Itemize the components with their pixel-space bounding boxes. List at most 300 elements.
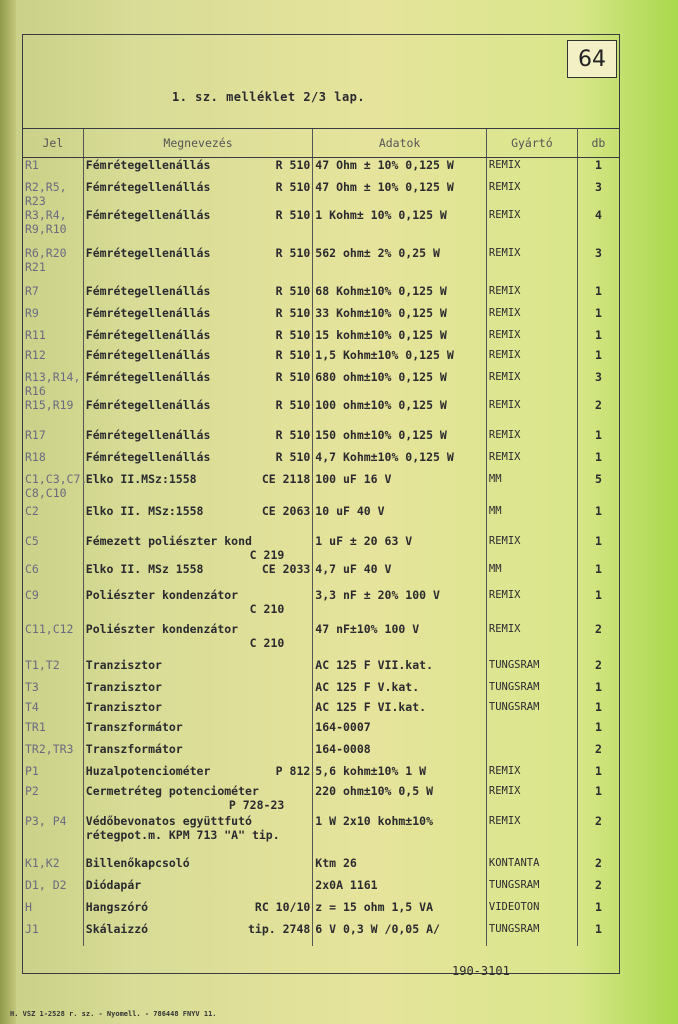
cell-jel xyxy=(23,720,83,742)
cell-data xyxy=(313,658,487,680)
component-name: Elko II.MSz:1558 xyxy=(85,471,197,486)
designator-text: R3,R4, R9,R10 xyxy=(25,207,67,236)
manufacturer-name: REMIX xyxy=(488,159,521,171)
manufacturer-name: REMIX xyxy=(488,622,521,635)
cell-name xyxy=(83,784,313,814)
cell-quantity xyxy=(577,370,619,398)
cell-name xyxy=(83,720,313,742)
designator-text: R12 xyxy=(25,347,46,362)
component-name: Cermetréteg potenciométer xyxy=(85,783,259,798)
cell-quantity xyxy=(577,348,619,370)
table-row xyxy=(23,208,619,246)
cell-manufacturer xyxy=(486,784,577,814)
cell-name xyxy=(83,370,313,398)
cell-jel xyxy=(23,471,88,504)
manufacturer-name: REMIX xyxy=(488,180,521,193)
cell-quantity xyxy=(577,504,619,534)
component-name: Transzformátor xyxy=(85,741,183,756)
component-name: Védőbevonatos együttfutó xyxy=(85,813,252,828)
quantity-value: 2 xyxy=(594,657,602,672)
header-name: Megnevezés xyxy=(83,129,313,158)
quantity-value: 1 xyxy=(594,587,602,602)
cell-name xyxy=(83,658,313,680)
component-specs: 5,6 kohm±10% 1 W xyxy=(315,763,427,778)
cell-quantity xyxy=(577,764,619,784)
cell-manufacturer xyxy=(486,534,577,562)
manufacturer-name: REMIX xyxy=(488,328,521,341)
quantity-value: 2 xyxy=(594,855,602,870)
cell-data xyxy=(313,246,487,284)
cell-jel xyxy=(23,504,83,534)
cell-jel xyxy=(23,900,83,922)
cell-jel xyxy=(23,450,83,472)
cell-manufacturer xyxy=(486,398,577,428)
cell-quantity xyxy=(577,472,619,504)
quantity-value: 1 xyxy=(594,347,602,362)
cell-manufacturer xyxy=(486,680,577,700)
manufacturer-name: REMIX xyxy=(488,428,521,441)
cell-manufacturer xyxy=(486,328,577,348)
cell-data xyxy=(313,700,487,720)
component-type: R 510 xyxy=(275,369,311,384)
designator-text: T3 xyxy=(25,679,39,694)
cell-jel xyxy=(23,814,83,856)
table-row xyxy=(23,922,619,946)
cell-jel xyxy=(23,784,83,814)
component-type: CE 2063 xyxy=(261,503,311,518)
header-jel: Jel xyxy=(23,129,83,158)
cell-name xyxy=(83,742,313,764)
component-subtype: C 219 xyxy=(249,547,285,562)
quantity-value: 2 xyxy=(594,813,602,828)
cell-quantity xyxy=(577,878,619,900)
cell-jel xyxy=(23,878,83,900)
cell-name xyxy=(83,328,313,348)
cell-data xyxy=(313,328,487,348)
cell-quantity xyxy=(577,856,619,878)
table-row xyxy=(23,370,619,398)
cell-jel xyxy=(23,398,83,428)
cell-manufacturer xyxy=(486,588,577,622)
quantity-value: 2 xyxy=(594,397,602,412)
component-specs: 150 ohm±10% 0,125 W xyxy=(315,427,447,442)
table-body xyxy=(23,158,619,946)
component-name: Tranzisztor xyxy=(85,699,162,714)
component-specs: z = 15 ohm 1,5 VA xyxy=(315,899,433,914)
component-name: Tranzisztor xyxy=(85,657,162,672)
cell-data xyxy=(313,504,487,534)
designator-text: R7 xyxy=(25,283,39,298)
cell-data xyxy=(313,428,487,450)
table-header-row xyxy=(23,129,619,158)
manufacturer-name: MM xyxy=(488,472,502,485)
cell-name xyxy=(83,680,313,700)
cell-name xyxy=(83,208,313,246)
component-specs: 33 Kohm±10% 0,125 W xyxy=(315,305,447,320)
document-number: 190-3101 xyxy=(452,964,510,978)
component-specs: 100 ohm±10% 0,125 W xyxy=(315,397,447,412)
quantity-value: 1 xyxy=(594,327,602,342)
cell-quantity xyxy=(577,784,619,814)
cell-name xyxy=(83,878,313,900)
cell-data xyxy=(313,306,487,328)
cell-name xyxy=(83,700,313,720)
table-row xyxy=(23,328,619,348)
component-type: R 510 xyxy=(275,179,311,194)
cell-quantity xyxy=(577,814,619,856)
quantity-value: 1 xyxy=(594,783,602,798)
component-type: tip. 2748 xyxy=(247,921,311,936)
cell-quantity xyxy=(577,700,619,720)
component-specs: 220 ohm±10% 0,5 W xyxy=(315,783,433,798)
designator-text: C9 xyxy=(25,587,39,602)
designator-text: P3, P4 xyxy=(25,813,67,828)
table-row xyxy=(23,306,619,328)
table-row xyxy=(23,450,619,472)
manufacturer-name: REMIX xyxy=(488,284,521,297)
header-qty: db xyxy=(577,129,619,158)
quantity-value: 1 xyxy=(594,561,602,576)
table-row xyxy=(23,680,619,700)
quantity-value: 1 xyxy=(594,158,602,172)
table-row xyxy=(23,742,619,764)
cell-data xyxy=(313,680,487,700)
manufacturer-name: TUNGSRAM xyxy=(488,922,540,935)
cell-name xyxy=(83,922,313,946)
cell-manufacturer xyxy=(486,742,577,764)
manufacturer-name: REMIX xyxy=(488,208,521,221)
cell-manufacturer xyxy=(486,158,577,180)
manufacturer-name: REMIX xyxy=(488,370,521,383)
table-row xyxy=(23,472,619,504)
component-name: Hangszóró xyxy=(85,899,149,914)
table-row xyxy=(23,658,619,680)
cell-quantity xyxy=(577,534,619,562)
cell-data xyxy=(313,856,487,878)
cell-jel xyxy=(23,742,83,764)
manufacturer-name: REMIX xyxy=(488,534,521,547)
manufacturer-name: TUNGSRAM xyxy=(488,878,540,891)
designator-text: P1 xyxy=(25,763,39,778)
component-name: Fémrétegellenállás xyxy=(85,327,211,342)
cell-jel xyxy=(23,856,83,878)
component-type: R 510 xyxy=(275,327,311,342)
cell-manufacturer xyxy=(486,878,577,900)
component-specs: 164-0008 xyxy=(315,741,371,756)
cell-data xyxy=(313,562,487,588)
cell-manufacturer xyxy=(486,562,577,588)
cell-name xyxy=(83,284,313,306)
designator-text: R18 xyxy=(25,449,46,464)
component-specs: 4,7 uF 40 V xyxy=(315,561,392,576)
cell-name xyxy=(83,180,313,208)
manufacturer-name: REMIX xyxy=(488,588,521,601)
manufacturer-name: TUNGSRAM xyxy=(488,680,540,693)
cell-quantity xyxy=(577,450,619,472)
component-name: Fémrétegellenállás xyxy=(85,449,211,464)
table-row xyxy=(23,158,619,180)
cell-manufacturer xyxy=(486,428,577,450)
component-specs: 47 Ohm ± 10% 0,125 W xyxy=(315,179,454,194)
component-type: R 510 xyxy=(275,427,311,442)
designator-text: C5 xyxy=(25,533,39,548)
designator-text: R15,R19 xyxy=(25,397,74,412)
quantity-value: 5 xyxy=(594,471,602,486)
component-name: Billenőkapcsoló xyxy=(85,855,190,870)
manufacturer-name: REMIX xyxy=(488,246,521,259)
designator-text: J1 xyxy=(25,921,39,936)
component-subtype: P 728-23 xyxy=(228,797,285,812)
cell-name xyxy=(83,534,313,562)
component-name: Fémrétegellenállás xyxy=(85,347,211,362)
cell-data xyxy=(313,742,487,764)
component-specs: 680 ohm±10% 0,125 W xyxy=(315,369,447,384)
manufacturer-name: VIDEOTON xyxy=(488,900,540,913)
component-name: Poliészter kondenzátor xyxy=(85,587,239,602)
cell-name xyxy=(83,588,313,622)
quantity-value: 4 xyxy=(594,207,602,222)
cell-manufacturer xyxy=(486,450,577,472)
cell-data xyxy=(313,878,487,900)
cell-data xyxy=(313,398,487,428)
quantity-value: 1 xyxy=(594,921,602,936)
table-row xyxy=(23,588,619,622)
manufacturer-name: REMIX xyxy=(488,398,521,411)
cell-quantity xyxy=(577,180,619,208)
component-type: R 510 xyxy=(275,158,311,172)
cell-name xyxy=(83,158,313,180)
cell-manufacturer xyxy=(486,180,577,208)
cell-quantity xyxy=(577,158,619,180)
designator-text: R13,R14, R16 xyxy=(25,369,81,398)
cell-jel xyxy=(23,328,83,348)
component-specs: 10 uF 40 V xyxy=(315,503,385,518)
component-name: Diódapár xyxy=(85,877,142,892)
cell-manufacturer xyxy=(486,348,577,370)
cell-quantity xyxy=(577,922,619,946)
cell-data xyxy=(313,622,487,658)
cell-name xyxy=(83,900,313,922)
manufacturer-name: REMIX xyxy=(488,784,521,797)
component-type: CE 2118 xyxy=(261,471,311,486)
cell-quantity xyxy=(577,328,619,348)
table-row xyxy=(23,534,619,562)
quantity-value: 1 xyxy=(594,719,602,734)
cell-jel xyxy=(23,680,83,700)
component-specs: AC 125 F VI.kat. xyxy=(315,699,427,714)
cell-jel xyxy=(23,764,83,784)
designator-text: TR1 xyxy=(25,719,46,734)
cell-jel xyxy=(23,348,83,370)
designator-text: C1,C3,C7, C8,C10 xyxy=(25,471,88,500)
component-type: R 510 xyxy=(275,305,311,320)
table-row xyxy=(23,764,619,784)
table-row xyxy=(23,856,619,878)
table-row xyxy=(23,622,619,658)
cell-jel xyxy=(23,306,83,328)
table-row xyxy=(23,562,619,588)
quantity-value: 2 xyxy=(594,621,602,636)
cell-manufacturer xyxy=(486,814,577,856)
cell-data xyxy=(313,720,487,742)
manufacturer-name: TUNGSRAM xyxy=(488,700,540,713)
cell-name xyxy=(83,450,313,472)
cell-manufacturer xyxy=(486,900,577,922)
cell-data xyxy=(313,588,487,622)
quantity-value: 1 xyxy=(594,283,602,298)
designator-text: C11,C12 xyxy=(25,621,74,636)
cell-jel xyxy=(23,622,83,658)
quantity-value: 3 xyxy=(594,369,602,384)
designator-text: H xyxy=(25,899,32,914)
manufacturer-name: MM xyxy=(488,504,502,517)
component-name: Fémrétegellenállás xyxy=(85,369,211,384)
cell-data xyxy=(313,534,487,562)
cell-manufacturer xyxy=(486,370,577,398)
designator-text: T1,T2 xyxy=(25,657,60,672)
component-name: Fémezett poliészter kond xyxy=(85,533,252,548)
component-name: Fémrétegellenállás xyxy=(85,158,211,172)
cell-quantity xyxy=(577,284,619,306)
quantity-value: 3 xyxy=(594,179,602,194)
quantity-value: 1 xyxy=(594,899,602,914)
table-row xyxy=(23,504,619,534)
table-row xyxy=(23,900,619,922)
designator-text: R9 xyxy=(25,305,39,320)
component-specs: 6 V 0,3 W /0,05 A/ xyxy=(315,921,440,936)
designator-text: T4 xyxy=(25,699,39,714)
component-specs: 68 Kohm±10% 0,125 W xyxy=(315,283,447,298)
component-type: CE 2033 xyxy=(261,561,311,576)
cell-manufacturer xyxy=(486,472,577,504)
component-name: Tranzisztor xyxy=(85,679,162,694)
table-row xyxy=(23,784,619,814)
cell-manufacturer xyxy=(486,246,577,284)
cell-manufacturer xyxy=(486,922,577,946)
component-type: R 510 xyxy=(275,207,311,222)
manufacturer-name: REMIX xyxy=(488,764,521,777)
component-name: Transzformátor xyxy=(85,719,183,734)
quantity-value: 1 xyxy=(594,533,602,548)
quantity-value: 3 xyxy=(594,245,602,260)
cell-data xyxy=(313,784,487,814)
cell-jel xyxy=(23,562,83,588)
cell-jel xyxy=(23,922,83,946)
parts-list-table xyxy=(23,128,619,946)
designator-text: D1, D2 xyxy=(25,877,67,892)
cell-manufacturer xyxy=(486,764,577,784)
designator-text: C2 xyxy=(25,503,39,518)
cell-manufacturer xyxy=(486,284,577,306)
component-specs: 562 ohm± 2% 0,25 W xyxy=(315,245,440,260)
cell-name xyxy=(83,472,313,504)
manufacturer-name: MM xyxy=(488,562,502,575)
component-subtype: rétegpot.m. KPM 713 "A" tip. xyxy=(85,827,280,842)
cell-name xyxy=(83,306,313,328)
component-specs: AC 125 F V.kat. xyxy=(315,679,420,694)
cell-name xyxy=(83,764,313,784)
cell-name xyxy=(83,504,313,534)
cell-manufacturer xyxy=(486,504,577,534)
quantity-value: 1 xyxy=(594,763,602,778)
cell-quantity xyxy=(577,306,619,328)
cell-data xyxy=(313,764,487,784)
cell-jel xyxy=(23,284,83,306)
table-row xyxy=(23,180,619,208)
component-name: Poliészter kondenzátor xyxy=(85,621,239,636)
cell-name xyxy=(83,246,313,284)
cell-data xyxy=(313,472,487,504)
quantity-value: 1 xyxy=(594,699,602,714)
cell-manufacturer xyxy=(486,622,577,658)
header-mfr: Gyártó xyxy=(486,129,577,158)
cell-jel xyxy=(23,428,83,450)
component-type: RC 10/10 xyxy=(254,899,311,914)
cell-data xyxy=(313,348,487,370)
cell-manufacturer xyxy=(486,306,577,328)
cell-data xyxy=(313,900,487,922)
manufacturer-name: REMIX xyxy=(488,814,521,827)
component-specs: 47 Ohm ± 10% 0,125 W xyxy=(315,158,454,172)
cell-quantity xyxy=(577,622,619,658)
component-name: Elko II. MSz:1558 xyxy=(85,503,204,518)
quantity-value: 1 xyxy=(594,679,602,694)
cell-data xyxy=(313,180,487,208)
component-name: Fémrétegellenállás xyxy=(85,427,211,442)
component-type: R 510 xyxy=(275,245,311,260)
component-specs: 15 kohm±10% 0,125 W xyxy=(315,327,447,342)
component-type: R 510 xyxy=(275,449,311,464)
cell-jel xyxy=(23,180,83,208)
cell-name xyxy=(83,814,313,856)
component-name: Elko II. MSz 1558 xyxy=(85,561,204,576)
component-name: Fémrétegellenállás xyxy=(85,305,211,320)
cell-quantity xyxy=(577,398,619,428)
cell-jel xyxy=(23,534,83,562)
component-specs: 2x0A 1161 xyxy=(315,877,378,892)
cell-jel xyxy=(23,370,83,398)
component-type: P 812 xyxy=(275,763,311,778)
component-specs: 100 uF 16 V xyxy=(315,471,392,486)
cell-name xyxy=(83,622,313,658)
component-specs: AC 125 F VII.kat. xyxy=(315,657,433,672)
component-specs: 4,7 Kohm±10% 0,125 W xyxy=(315,449,454,464)
cell-manufacturer xyxy=(486,658,577,680)
designator-text: K1,K2 xyxy=(25,855,60,870)
cell-name xyxy=(83,562,313,588)
cell-quantity xyxy=(577,428,619,450)
designator-text: R1 xyxy=(25,158,39,172)
cell-data xyxy=(313,284,487,306)
cell-data xyxy=(313,922,487,946)
component-specs: 47 nF±10% 100 V xyxy=(315,621,420,636)
table-row xyxy=(23,720,619,742)
quantity-value: 2 xyxy=(594,741,602,756)
component-name: Huzalpotenciométer xyxy=(85,763,211,778)
cell-jel xyxy=(23,246,83,284)
cell-jel xyxy=(23,658,83,680)
component-type: R 510 xyxy=(275,397,311,412)
quantity-value: 1 xyxy=(594,427,602,442)
cell-jel xyxy=(23,208,83,246)
cell-name xyxy=(83,856,313,878)
header-data: Adatok xyxy=(313,129,487,158)
cell-quantity xyxy=(577,562,619,588)
quantity-value: 1 xyxy=(594,305,602,320)
table-row xyxy=(23,814,619,856)
cell-data xyxy=(313,370,487,398)
printer-imprint: H. VSZ 1-2528 r. sz. - Nyomell. - 786448 FNYV 11. xyxy=(10,1010,217,1018)
